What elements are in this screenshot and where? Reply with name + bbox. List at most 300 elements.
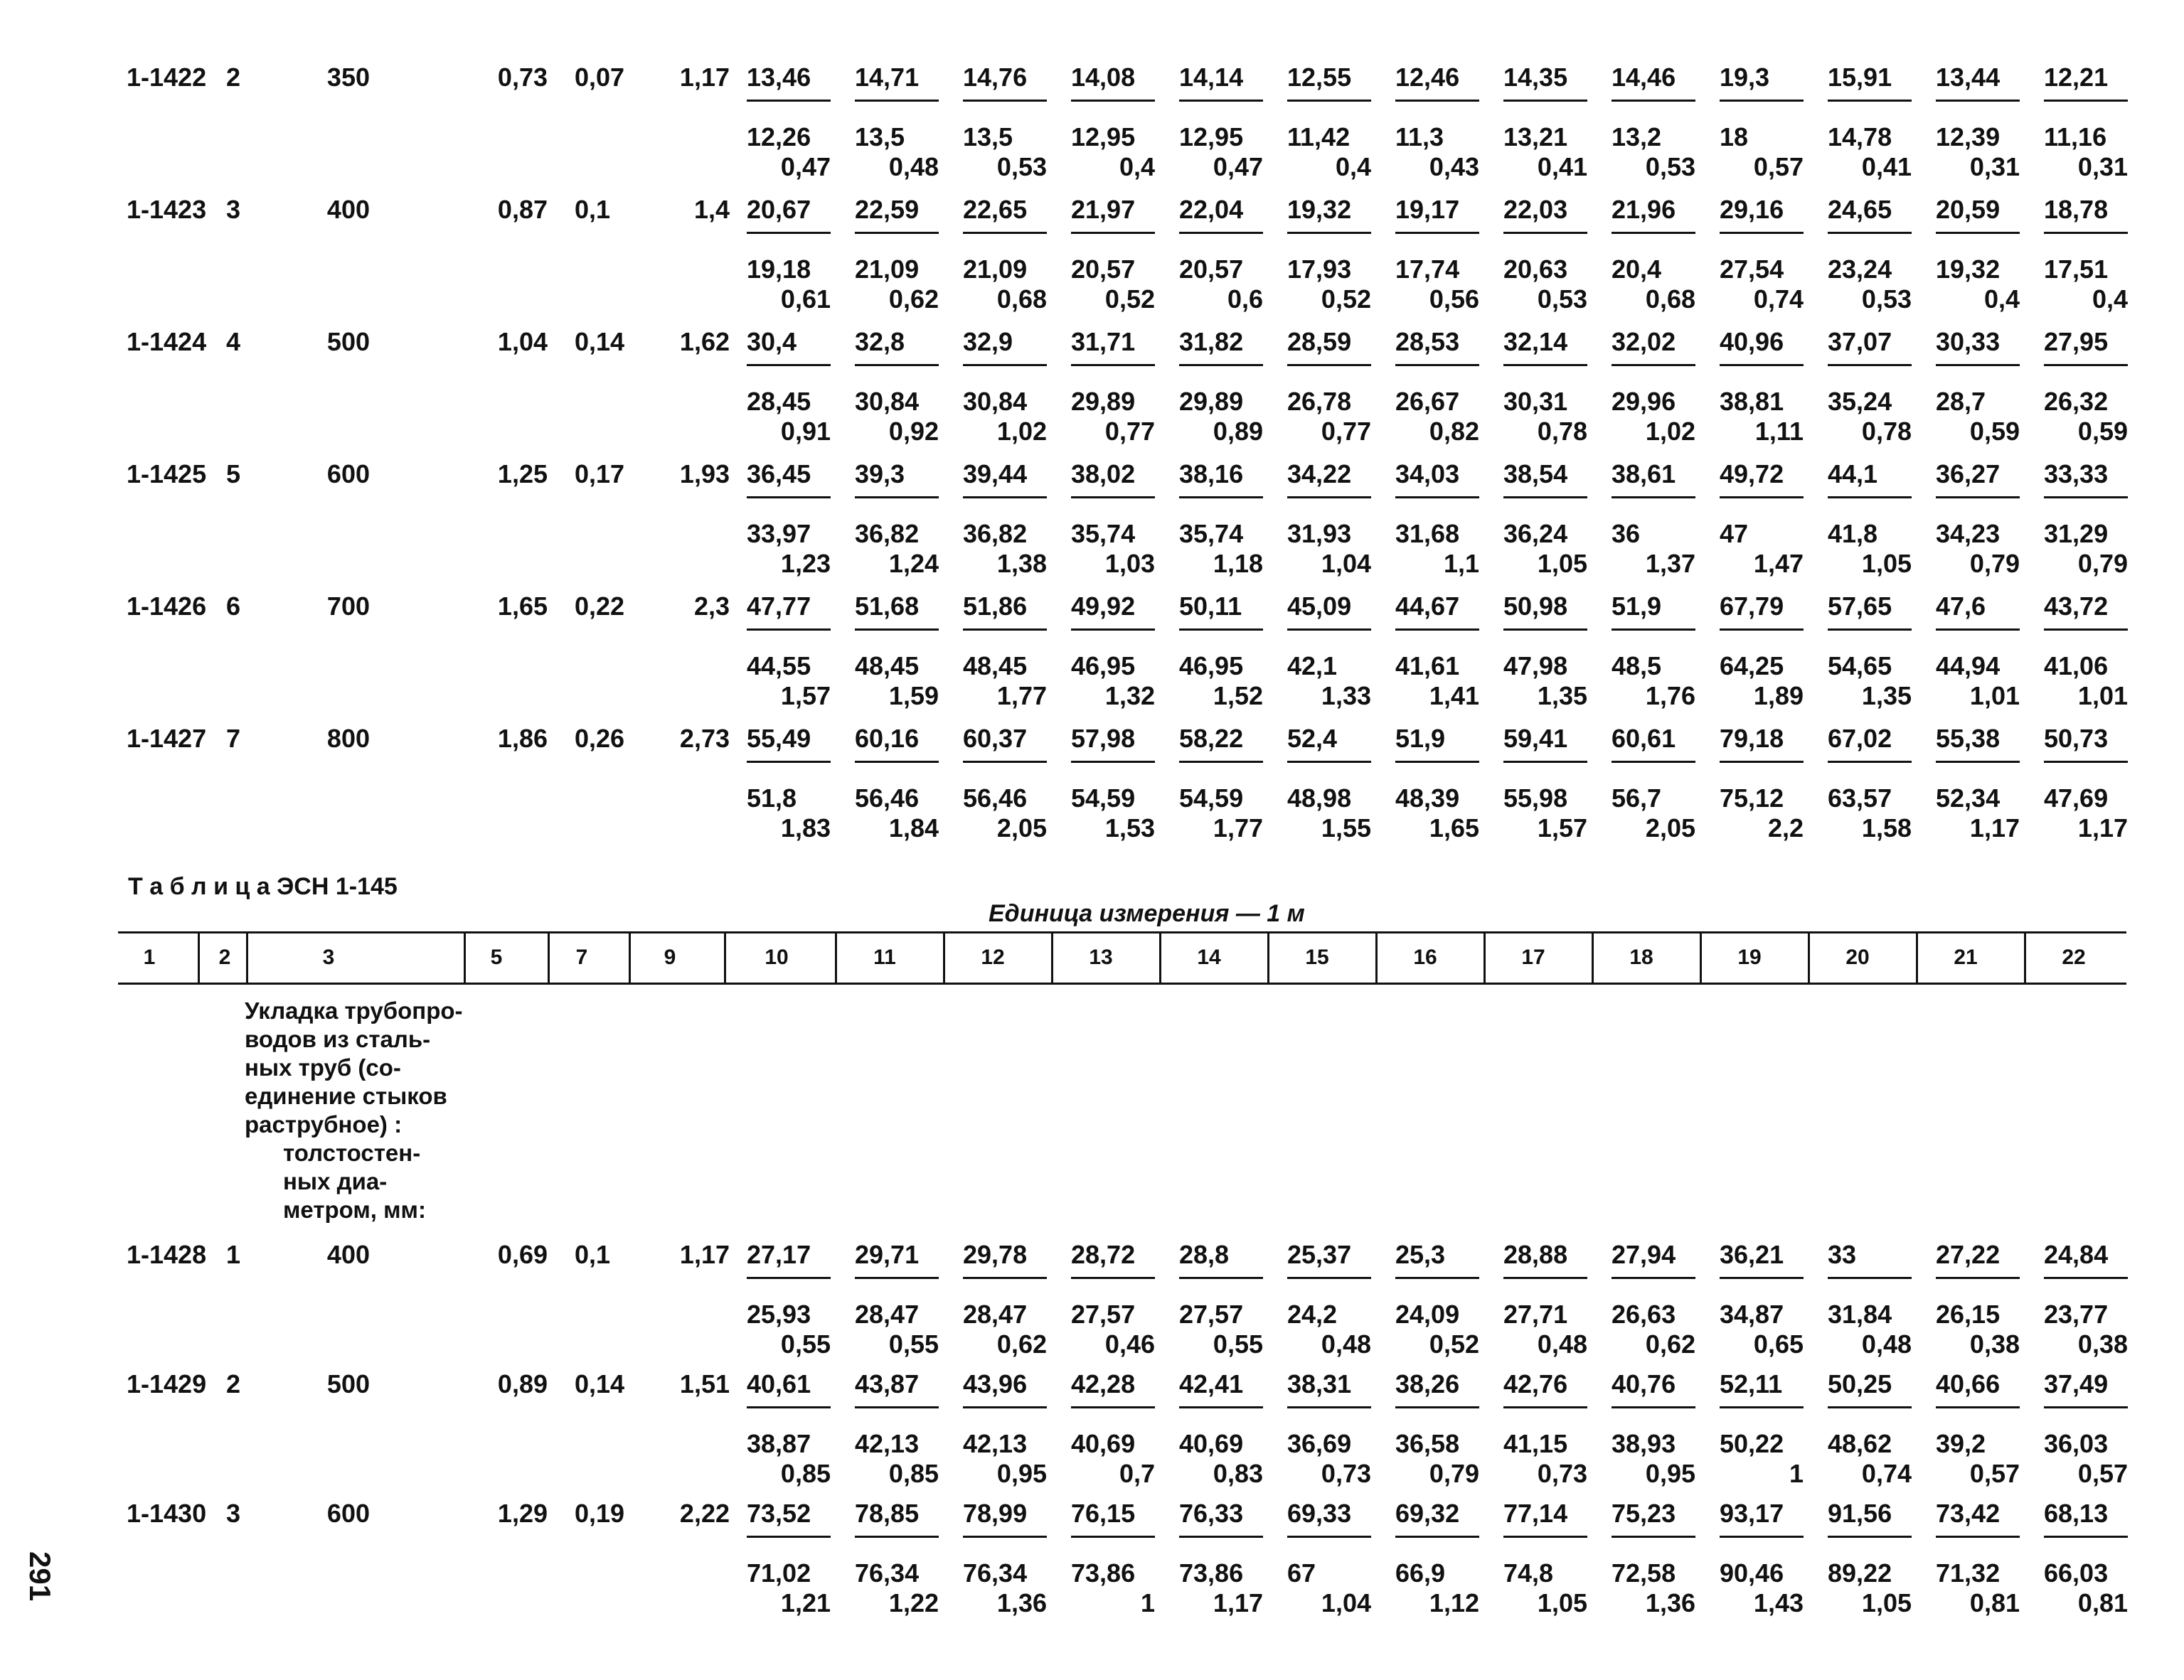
fraction-bar	[2044, 496, 2128, 498]
value-total: 73,42	[1936, 1499, 2001, 1528]
value-wages: 46,95	[1179, 651, 1244, 680]
value-wages: 23,24	[1828, 255, 1892, 284]
value-wages: 48,39	[1395, 783, 1460, 813]
value-total: 38,31	[1287, 1369, 1352, 1398]
row-number: 1	[226, 1240, 241, 1269]
value-machines: 0,79	[2077, 549, 2128, 578]
fraction-bar	[2044, 232, 2128, 234]
value-machines: 1,58	[1861, 813, 1912, 842]
value-total: 27,17	[747, 1240, 811, 1269]
value-wages: 73,86	[1071, 1558, 1136, 1588]
value-total: 58,22	[1179, 724, 1244, 753]
value-total: 33,33	[2044, 459, 2109, 488]
fraction-bar	[747, 100, 831, 102]
value-total: 32,14	[1503, 327, 1568, 356]
value-machines: 0,47	[780, 152, 831, 181]
col9-value: 1,4	[693, 195, 730, 224]
fraction-bar	[1828, 232, 1912, 234]
value-wages: 36,82	[855, 519, 920, 548]
value-total: 32,9	[963, 327, 1013, 356]
value-total: 44,67	[1395, 592, 1460, 621]
value-total: 40,66	[1936, 1369, 2001, 1398]
value-wages: 47,69	[2044, 783, 2109, 813]
value-total: 93,17	[1720, 1499, 1784, 1528]
value-wages: 30,31	[1503, 387, 1568, 416]
col5-value: 0,73	[497, 63, 548, 92]
value-wages: 11,3	[1395, 122, 1444, 151]
fraction-bar	[1395, 496, 1479, 498]
col7-value: 0,17	[575, 459, 625, 488]
fraction-bar	[1179, 100, 1263, 102]
value-total: 25,3	[1395, 1240, 1446, 1269]
value-wages: 38,93	[1612, 1429, 1676, 1458]
value-wages: 74,8	[1503, 1558, 1554, 1588]
value-total: 76,33	[1179, 1499, 1244, 1528]
value-machines: 0,52	[1429, 1329, 1479, 1359]
value-wages: 36	[1612, 519, 1641, 548]
row-diameter: 700	[326, 592, 370, 621]
value-wages: 14,78	[1828, 122, 1892, 151]
column-divider	[246, 931, 248, 984]
fraction-bar	[1720, 1406, 1804, 1408]
fraction-bar	[1936, 628, 2020, 631]
value-total: 22,65	[963, 195, 1028, 224]
value-wages: 19,18	[747, 255, 811, 284]
value-total: 50,25	[1828, 1369, 1892, 1398]
value-machines: 1,35	[1861, 681, 1912, 710]
description-line: раструбное) :	[245, 1111, 403, 1138]
col9-value: 1,17	[679, 63, 730, 92]
value-total: 45,09	[1287, 592, 1352, 621]
fraction-bar	[855, 232, 939, 234]
column-divider	[2024, 931, 2026, 984]
fraction-bar	[1179, 232, 1263, 234]
row-code: 1-1425	[127, 459, 207, 488]
value-wages: 21,09	[963, 255, 1028, 284]
value-machines: 2,2	[1767, 813, 1804, 842]
fraction-bar	[1071, 232, 1155, 234]
value-machines: 1,05	[1861, 549, 1912, 578]
value-machines: 1,37	[1645, 549, 1695, 578]
column-divider	[943, 931, 945, 984]
column-divider	[1700, 931, 1702, 984]
value-wages: 13,5	[855, 122, 905, 151]
value-machines: 0,95	[996, 1459, 1047, 1488]
value-wages: 67	[1287, 1558, 1316, 1588]
value-total: 60,16	[855, 724, 920, 753]
fraction-bar	[1287, 1536, 1371, 1538]
value-machines: 0,91	[780, 417, 831, 446]
description-line: метром, мм:	[283, 1197, 426, 1223]
value-wages: 13,21	[1503, 122, 1568, 151]
value-total: 51,9	[1395, 724, 1446, 753]
value-wages: 23,77	[2044, 1300, 2109, 1329]
value-wages: 26,78	[1287, 387, 1352, 416]
value-total: 19,3	[1720, 63, 1770, 92]
value-total: 13,44	[1936, 63, 2001, 92]
value-wages: 66,03	[2044, 1558, 2109, 1588]
value-machines: 0,81	[1969, 1588, 2020, 1617]
value-wages: 54,59	[1071, 783, 1136, 813]
value-wages: 28,45	[747, 387, 811, 416]
col7-value: 0,1	[575, 195, 611, 224]
value-total: 29,78	[963, 1240, 1028, 1269]
col5-value: 0,69	[497, 1240, 548, 1269]
value-wages: 75,12	[1720, 783, 1784, 813]
row-number: 2	[226, 1369, 241, 1398]
column-header: 21	[1954, 946, 1978, 969]
value-wages: 27,54	[1720, 255, 1784, 284]
column-divider	[1051, 931, 1053, 984]
fraction-bar	[855, 628, 939, 631]
value-wages: 11,16	[2044, 122, 2107, 151]
value-wages: 29,89	[1071, 387, 1136, 416]
value-machines: 0,48	[888, 152, 939, 181]
row-code: 1-1428	[127, 1240, 207, 1269]
value-wages: 56,7	[1612, 783, 1662, 813]
value-machines: 1,17	[1969, 813, 2020, 842]
value-total: 38,16	[1179, 459, 1244, 488]
value-wages: 47,98	[1503, 651, 1568, 680]
value-machines: 1,18	[1213, 549, 1263, 578]
value-total: 60,37	[963, 724, 1028, 753]
value-total: 37,49	[2044, 1369, 2109, 1398]
fraction-bar	[2044, 100, 2128, 102]
value-wages: 54,59	[1179, 783, 1244, 813]
fraction-bar	[1612, 1536, 1695, 1538]
value-total: 79,18	[1720, 724, 1784, 753]
value-machines: 0,52	[1104, 284, 1155, 314]
column-divider	[548, 931, 550, 984]
fraction-bar	[1612, 761, 1695, 763]
value-wages: 44,55	[747, 651, 811, 680]
column-header: 22	[2062, 946, 2086, 969]
description-line: толстостен-	[283, 1140, 421, 1166]
value-total: 36,27	[1936, 459, 2001, 488]
fraction-bar	[1395, 1277, 1479, 1279]
value-total: 38,54	[1503, 459, 1568, 488]
value-total: 14,71	[855, 63, 920, 92]
value-wages: 17,93	[1287, 255, 1352, 284]
fraction-bar	[963, 496, 1047, 498]
value-total: 60,61	[1612, 724, 1676, 753]
row-code: 1-1423	[127, 195, 207, 224]
value-machines: 1,38	[996, 549, 1047, 578]
fraction-bar	[2044, 364, 2128, 366]
value-wages: 26,15	[1936, 1300, 2001, 1329]
row-diameter: 500	[326, 327, 370, 356]
value-total: 15,91	[1828, 63, 1892, 92]
value-wages: 25,93	[747, 1300, 811, 1329]
fraction-bar	[1720, 1277, 1804, 1279]
value-total: 50,11	[1179, 592, 1242, 621]
col9-value: 1,51	[679, 1369, 730, 1398]
fraction-bar	[1828, 1277, 1912, 1279]
fraction-bar	[1287, 232, 1371, 234]
fraction-bar	[1071, 1277, 1155, 1279]
value-wages: 35,74	[1179, 519, 1244, 548]
fraction-bar	[1936, 496, 2020, 498]
value-machines: 1,1	[1443, 549, 1479, 578]
value-wages: 66,9	[1395, 1558, 1446, 1588]
column-divider	[1808, 931, 1810, 984]
row-diameter: 400	[326, 195, 370, 224]
col9-value: 1,17	[679, 1240, 730, 1269]
value-machines: 0,48	[1537, 1329, 1587, 1359]
value-total: 28,59	[1287, 327, 1352, 356]
fraction-bar	[1287, 496, 1371, 498]
value-total: 77,14	[1503, 1499, 1568, 1528]
value-total: 78,99	[963, 1499, 1028, 1528]
value-wages: 29,96	[1612, 387, 1676, 416]
fraction-bar	[1071, 761, 1155, 763]
value-total: 76,15	[1071, 1499, 1136, 1528]
row-code: 1-1429	[127, 1369, 207, 1398]
value-machines: 0,68	[1645, 284, 1695, 314]
fraction-bar	[1503, 1406, 1587, 1408]
value-machines: 1,22	[888, 1588, 939, 1617]
fraction-bar	[1720, 232, 1804, 234]
value-machines: 0,41	[1861, 152, 1912, 181]
value-total: 78,85	[855, 1499, 920, 1528]
value-machines: 0,46	[1104, 1329, 1155, 1359]
row-number: 3	[226, 195, 241, 224]
description-line: Укладка трубопро-	[245, 997, 463, 1024]
value-total: 22,04	[1179, 195, 1244, 224]
value-wages: 48,5	[1612, 651, 1662, 680]
value-total: 39,3	[855, 459, 905, 488]
value-machines: 1,04	[1321, 549, 1371, 578]
fraction-bar	[963, 1277, 1047, 1279]
value-machines: 0,55	[888, 1329, 939, 1359]
value-total: 69,32	[1395, 1499, 1460, 1528]
value-wages: 40,69	[1071, 1429, 1136, 1458]
description-line: единение стыков	[245, 1083, 447, 1109]
value-machines: 1,47	[1753, 549, 1804, 578]
fraction-bar	[855, 761, 939, 763]
fraction-bar	[1503, 1277, 1587, 1279]
fraction-bar	[1071, 628, 1155, 631]
value-machines: 0,38	[1969, 1329, 2020, 1359]
column-header: 3	[322, 946, 335, 969]
column-divider	[835, 931, 837, 984]
column-header: 12	[981, 946, 1005, 969]
value-machines: 0,65	[1753, 1329, 1804, 1359]
fraction-bar	[1287, 100, 1371, 102]
value-wages: 27,57	[1071, 1300, 1136, 1329]
fraction-bar	[1287, 364, 1371, 366]
value-machines: 1,41	[1429, 681, 1479, 710]
fraction-bar	[1720, 496, 1804, 498]
value-machines: 1,17	[1213, 1588, 1263, 1617]
col5-value: 0,89	[497, 1369, 548, 1398]
value-total: 57,65	[1828, 592, 1892, 621]
value-wages: 56,46	[855, 783, 920, 813]
value-total: 27,95	[2044, 327, 2109, 356]
value-wages: 41,61	[1395, 651, 1460, 680]
value-wages: 18	[1720, 122, 1749, 151]
value-wages: 31,68	[1395, 519, 1460, 548]
value-total: 18,78	[2044, 195, 2109, 224]
value-machines: 0,82	[1429, 417, 1479, 446]
value-wages: 28,47	[963, 1300, 1028, 1329]
fraction-bar	[1071, 100, 1155, 102]
col5-value: 1,04	[497, 327, 548, 356]
value-total: 52,4	[1287, 724, 1338, 753]
value-total: 73,52	[747, 1499, 811, 1528]
fraction-bar	[1503, 496, 1587, 498]
value-machines: 1,11	[1754, 417, 1804, 446]
value-machines: 1,59	[888, 681, 939, 710]
value-total: 14,46	[1612, 63, 1676, 92]
value-wages: 31,84	[1828, 1300, 1892, 1329]
value-wages: 36,24	[1503, 519, 1568, 548]
row-diameter: 350	[326, 63, 370, 92]
value-total: 14,35	[1503, 63, 1568, 92]
value-machines: 1,65	[1429, 813, 1479, 842]
fraction-bar	[1720, 761, 1804, 763]
value-total: 59,41	[1503, 724, 1568, 753]
fraction-bar	[963, 364, 1047, 366]
value-total: 49,92	[1071, 592, 1136, 621]
value-wages: 42,13	[855, 1429, 920, 1458]
fraction-bar	[747, 496, 831, 498]
value-total: 40,76	[1612, 1369, 1676, 1398]
value-total: 14,14	[1179, 63, 1244, 92]
value-wages: 38,81	[1720, 387, 1784, 416]
fraction-bar	[1720, 100, 1804, 102]
value-total: 29,71	[855, 1240, 920, 1269]
value-wages: 27,57	[1179, 1300, 1244, 1329]
fraction-bar	[1071, 364, 1155, 366]
value-wages: 31,93	[1287, 519, 1352, 548]
value-wages: 46,95	[1071, 651, 1136, 680]
fraction-bar	[1720, 1536, 1804, 1538]
col7-value: 0,14	[575, 1369, 625, 1398]
value-machines: 0,77	[1104, 417, 1155, 446]
value-machines: 0,83	[1213, 1459, 1263, 1488]
value-wages: 36,69	[1287, 1429, 1352, 1458]
value-wages: 47	[1720, 519, 1749, 548]
fraction-bar	[747, 628, 831, 631]
value-total: 30,4	[747, 327, 797, 356]
value-wages: 27,71	[1503, 1300, 1568, 1329]
value-wages: 42,13	[963, 1429, 1028, 1458]
value-wages: 12,39	[1936, 122, 2001, 151]
value-machines: 1,12	[1429, 1588, 1479, 1617]
col9-value: 2,73	[679, 724, 730, 753]
value-machines: 0,62	[996, 1329, 1047, 1359]
value-wages: 48,45	[855, 651, 920, 680]
value-total: 91,56	[1828, 1499, 1892, 1528]
value-total: 38,26	[1395, 1369, 1460, 1398]
value-wages: 55,98	[1503, 783, 1568, 813]
value-total: 32,02	[1612, 327, 1676, 356]
description-line: ных труб (со-	[245, 1054, 401, 1081]
value-machines: 0,95	[1645, 1459, 1695, 1488]
fraction-bar	[2044, 761, 2128, 763]
value-wages: 40,69	[1179, 1429, 1244, 1458]
value-wages: 63,57	[1828, 783, 1892, 813]
fraction-bar	[1936, 1536, 2020, 1538]
value-wages: 28,47	[855, 1300, 920, 1329]
value-wages: 76,34	[855, 1558, 920, 1588]
fraction-bar	[1828, 364, 1912, 366]
value-total: 39,44	[963, 459, 1028, 488]
fraction-bar	[1395, 628, 1479, 631]
column-divider	[198, 931, 200, 984]
value-wages: 28,7	[1936, 387, 1986, 416]
value-total: 32,8	[855, 327, 905, 356]
value-wages: 11,42	[1287, 122, 1351, 151]
fraction-bar	[1936, 232, 2020, 234]
value-machines: 1,24	[888, 549, 939, 578]
row-code: 1-1426	[127, 592, 207, 621]
fraction-bar	[1179, 761, 1263, 763]
value-total: 19,32	[1287, 195, 1352, 224]
fraction-bar	[1503, 232, 1587, 234]
fraction-bar	[747, 1536, 831, 1538]
value-machines: 0,62	[1645, 1329, 1695, 1359]
column-header: 19	[1737, 946, 1762, 969]
value-total: 47,6	[1936, 592, 1986, 621]
col7-value: 0,22	[575, 592, 625, 621]
value-machines: 0,48	[1321, 1329, 1371, 1359]
value-wages: 48,45	[963, 651, 1028, 680]
value-machines: 0,55	[1213, 1329, 1263, 1359]
value-total: 25,37	[1287, 1240, 1352, 1269]
value-total: 43,72	[2044, 592, 2109, 621]
col5-value: 1,25	[497, 459, 548, 488]
col7-value: 0,19	[575, 1499, 625, 1528]
fraction-bar	[855, 364, 939, 366]
value-wages: 36,82	[963, 519, 1028, 548]
value-wages: 13,2	[1612, 122, 1662, 151]
column-header: 16	[1413, 946, 1437, 969]
fraction-bar	[747, 232, 831, 234]
column-header: 18	[1629, 946, 1653, 969]
fraction-bar	[2044, 1406, 2128, 1408]
value-machines: 0,57	[1969, 1459, 2020, 1488]
fraction-bar	[855, 496, 939, 498]
value-machines: 1,53	[1104, 813, 1155, 842]
fraction-bar	[1828, 628, 1912, 631]
value-total: 42,41	[1179, 1369, 1244, 1398]
value-machines: 0,85	[888, 1459, 939, 1488]
column-header: 14	[1197, 946, 1221, 969]
column-divider	[629, 931, 631, 984]
row-code: 1-1424	[127, 327, 207, 356]
fraction-bar	[1287, 1406, 1371, 1408]
value-total: 19,17	[1395, 195, 1460, 224]
value-total: 40,61	[747, 1369, 811, 1398]
fraction-bar	[1612, 100, 1695, 102]
column-divider	[1267, 931, 1269, 984]
fraction-bar	[2044, 1277, 2128, 1279]
fraction-bar	[1936, 761, 2020, 763]
value-total: 31,82	[1179, 327, 1244, 356]
value-total: 12,21	[2044, 63, 2109, 92]
row-number: 7	[226, 724, 241, 753]
column-header: 15	[1305, 946, 1329, 969]
value-total: 22,59	[855, 195, 920, 224]
value-wages: 89,22	[1828, 1558, 1892, 1588]
value-machines: 0,31	[1969, 152, 2020, 181]
fraction-bar	[1720, 364, 1804, 366]
value-wages: 52,34	[1936, 783, 2001, 813]
value-machines: 1,17	[2077, 813, 2128, 842]
value-machines: 1	[1140, 1588, 1155, 1617]
